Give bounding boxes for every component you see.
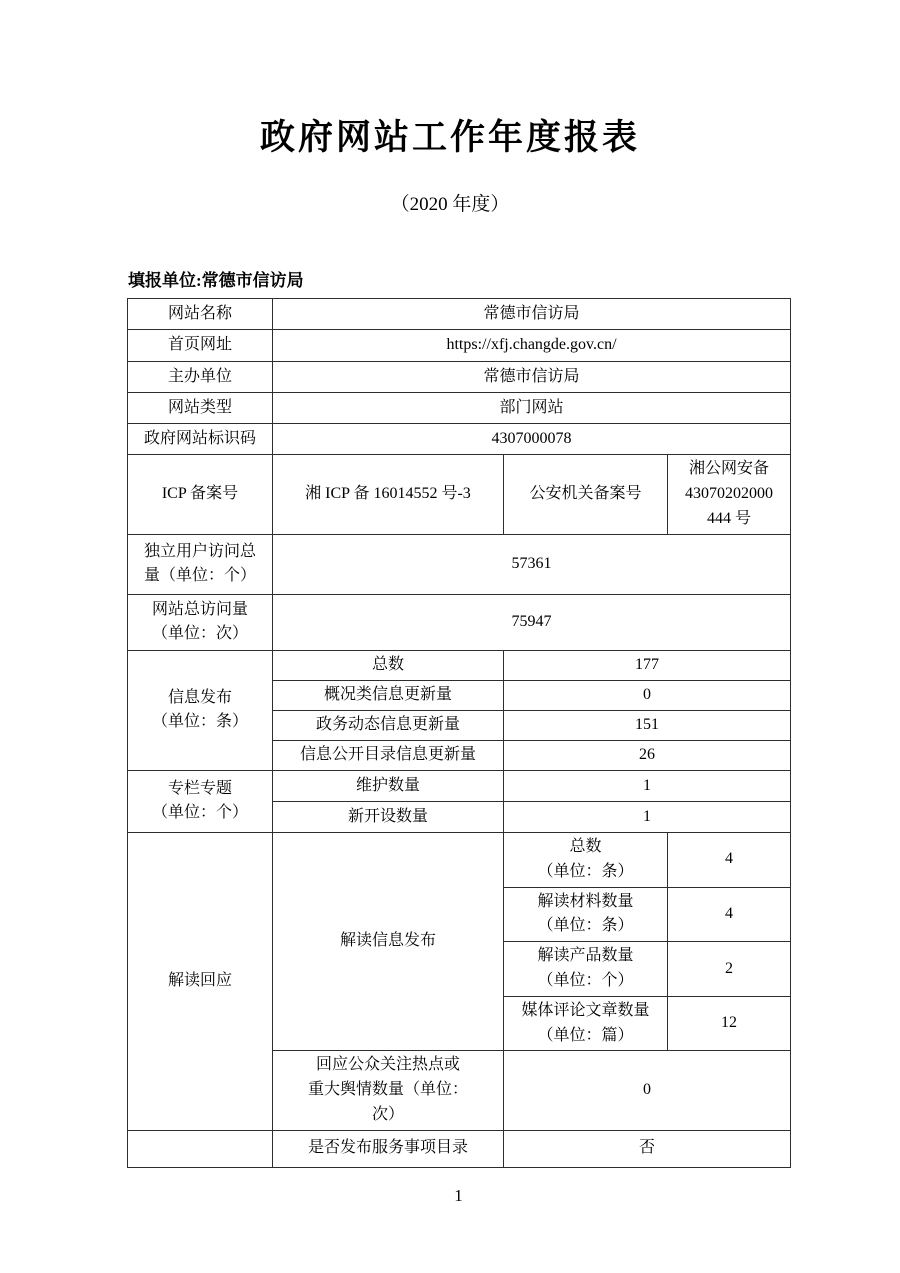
site-type-label: 网站类型	[128, 392, 273, 423]
table-row	[128, 392, 791, 423]
info-publish-catalog-label: 信息公开目录信息更新量	[273, 740, 504, 770]
sponsor-value: 常德市信访局	[273, 361, 791, 392]
interpret-material-value: 4	[668, 887, 791, 942]
site-code-label: 政府网站标识码	[128, 423, 273, 454]
service-catalog-label: 是否发布服务事项目录	[273, 1130, 504, 1167]
table-row	[128, 832, 791, 887]
home-url-label: 首页网址	[128, 329, 273, 361]
unique-visitors-value: 57361	[273, 534, 791, 594]
table-row	[128, 329, 791, 361]
interpret-material-label: 解读材料数量 （单位：条）	[504, 887, 668, 942]
site-type-value: 部门网站	[273, 392, 791, 423]
table-row	[128, 298, 791, 329]
table-row	[128, 770, 791, 801]
page-title: 政府网站工作年度报表	[259, 118, 640, 157]
page-number: 1	[454, 1186, 463, 1205]
table-row	[128, 423, 791, 454]
home-url-value: https://xfj.changde.gov.cn/	[273, 329, 791, 361]
table-row	[128, 454, 791, 534]
table-row	[128, 361, 791, 392]
info-publish-overview-label: 概况类信息更新量	[273, 680, 504, 710]
special-columns-maintain-value: 1	[504, 770, 791, 801]
info-publish-dynamic-value: 151	[504, 710, 791, 740]
interpret-product-label: 解读产品数量 （单位：个）	[504, 942, 668, 997]
hotspot-response-label: 回应公众关注热点或 重大舆情数量（单位： 次）	[273, 1051, 504, 1130]
special-columns-new-value: 1	[504, 801, 791, 832]
interpret-product-value: 2	[668, 942, 791, 997]
hotspot-response-value: 0	[504, 1051, 791, 1130]
interpret-media-value: 12	[668, 996, 791, 1051]
reporting-unit-label: 填报单位:常德市信访局	[128, 270, 304, 290]
info-publish-total-label: 总数	[273, 650, 504, 680]
interpret-total-value: 4	[668, 832, 791, 887]
report-table	[127, 298, 791, 1168]
interpret-response-label: 解读回应	[128, 832, 273, 1130]
unique-visitors-label: 独立用户访问总 量（单位：个）	[128, 534, 273, 594]
table-row	[128, 594, 791, 650]
icp-value: 湘 ICP 备 16014552 号-3	[273, 454, 504, 534]
info-publish-label: 信息发布 （单位：条）	[128, 650, 273, 770]
info-publish-dynamic-label: 政务动态信息更新量	[273, 710, 504, 740]
info-publish-total-value: 177	[504, 650, 791, 680]
police-record-label: 公安机关备案号	[504, 454, 668, 534]
special-columns-maintain-label: 维护数量	[273, 770, 504, 801]
table-row	[128, 534, 791, 594]
site-name-value: 常德市信访局	[273, 298, 791, 329]
icp-label: ICP 备案号	[128, 454, 273, 534]
total-visits-label: 网站总访问量 （单位：次）	[128, 594, 273, 650]
interpret-total-label: 总数 （单位：条）	[504, 832, 668, 887]
table-row	[128, 1130, 791, 1167]
site-code-value: 4307000078	[273, 423, 791, 454]
total-visits-value: 75947	[273, 594, 791, 650]
table-row	[128, 650, 791, 680]
site-name-label: 网站名称	[128, 298, 273, 329]
service-catalog-value: 否	[504, 1130, 791, 1167]
page-subtitle: （2020 年度）	[390, 193, 510, 215]
police-record-value: 湘公网安备 43070202000 444 号	[668, 454, 791, 534]
service-catalog-empty-cell	[128, 1130, 273, 1167]
info-publish-overview-value: 0	[504, 680, 791, 710]
special-columns-new-label: 新开设数量	[273, 801, 504, 832]
info-publish-catalog-value: 26	[504, 740, 791, 770]
interpret-media-label: 媒体评论文章数量 （单位：篇）	[504, 996, 668, 1051]
interpret-publish-label: 解读信息发布	[273, 832, 504, 1050]
sponsor-label: 主办单位	[128, 361, 273, 392]
special-columns-label: 专栏专题 （单位：个）	[128, 770, 273, 832]
